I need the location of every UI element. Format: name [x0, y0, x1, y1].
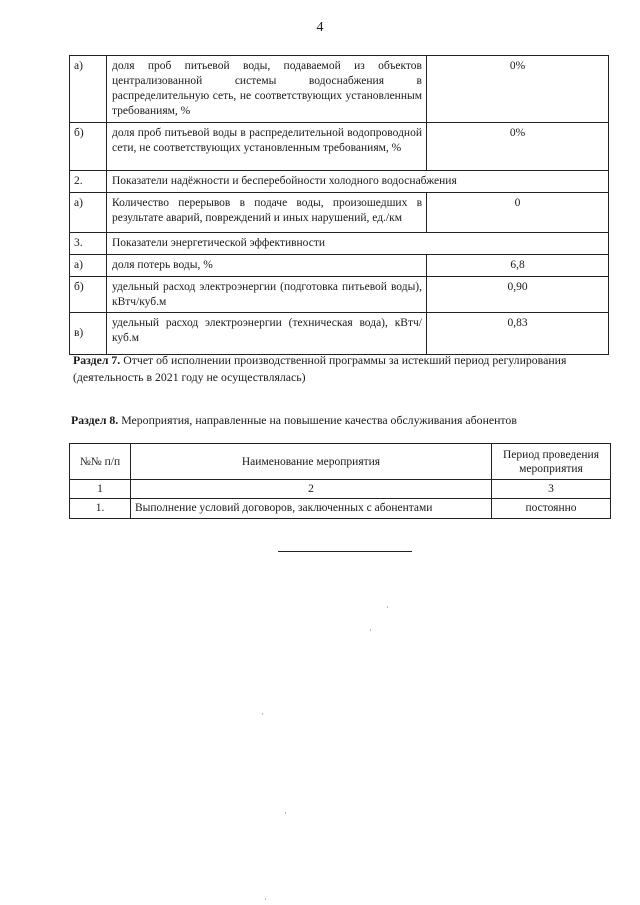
indicators-table [69, 55, 609, 355]
indicator-name: Количество перерывов в подаче воды, произошедших в результате аварий, повреждений и иных нарушений, ед./км [107, 193, 427, 233]
row-number: б) [70, 123, 107, 171]
indicator-name: удельный расход электроэнергии (техническая вода), кВтч/куб.м [107, 313, 427, 355]
section-7-heading [73, 352, 578, 386]
col-header-number: №№ п/п [70, 444, 131, 480]
indicator-value: 0 [427, 193, 609, 233]
section-number: 3. [70, 233, 107, 255]
indicator-name: доля проб питьевой воды, подаваемой из объектов централизованной системы водоснабжения в распределительную сеть, не соответствующих установленным требованиям, % [107, 56, 427, 123]
section-7-text: Отчет об исполнении производственной программы за истекший период регулирования (деятельность в 2021 году не осуществлялась) [73, 353, 567, 384]
indicator-value: 0% [427, 56, 609, 123]
indicator-value: 6,8 [427, 255, 609, 277]
table-row [70, 56, 609, 123]
table-row [70, 193, 609, 233]
table-row [70, 277, 609, 313]
col-header-period: Период проведения мероприятия [492, 444, 611, 480]
header-row [70, 444, 611, 480]
measure-name: Выполнение условий договоров, заключенных с абонентами [131, 499, 492, 519]
row-number: б) [70, 277, 107, 313]
section-7-label: Раздел 7. [73, 353, 121, 367]
indicator-value: 0,90 [427, 277, 609, 313]
table-row [70, 313, 609, 355]
col-number: 3 [492, 480, 611, 499]
col-number: 2 [131, 480, 492, 499]
page-number: 4 [316, 20, 324, 35]
measure-number: 1. [70, 499, 131, 519]
row-number: а) [70, 193, 107, 233]
section-row [70, 233, 609, 255]
section-number: 2. [70, 171, 107, 193]
table-row [70, 123, 609, 171]
indicator-name: доля потерь воды, % [107, 255, 427, 277]
col-header-name: Наименование мероприятия [131, 444, 492, 480]
indicator-name: доля проб питьевой воды в распределительной водопроводной сети, не соответствующих установленным требованиям, % [107, 123, 427, 171]
section-row [70, 171, 609, 193]
row-number: а) [70, 56, 107, 123]
signature-line [278, 551, 412, 552]
table-row [70, 499, 611, 519]
section-title: Показатели энергетической эффективности [107, 233, 609, 255]
scan-speck [285, 812, 286, 814]
section-8-heading [71, 412, 591, 429]
indicator-value: 0,83 [427, 313, 609, 355]
column-number-row [70, 480, 611, 499]
measure-period: постоянно [492, 499, 611, 519]
row-number: а) [70, 255, 107, 277]
indicator-name: удельный расход электроэнергии (подготовка питьевой воды), кВтч/куб.м [107, 277, 427, 313]
measures-table [69, 443, 611, 519]
table-row [70, 255, 609, 277]
section-8-label: Раздел 8. [71, 413, 119, 427]
scan-speck [262, 713, 263, 715]
section-title: Показатели надёжности и бесперебойности холодного водоснабжения [107, 171, 609, 193]
scan-speck [265, 898, 266, 900]
scan-speck [387, 606, 388, 608]
col-number: 1 [70, 480, 131, 499]
scan-speck [370, 629, 371, 631]
section-8-text: Мероприятия, направленные на повышение качества обслуживания абонентов [118, 413, 517, 427]
indicator-value: 0% [427, 123, 609, 171]
row-number: в) [70, 313, 107, 355]
